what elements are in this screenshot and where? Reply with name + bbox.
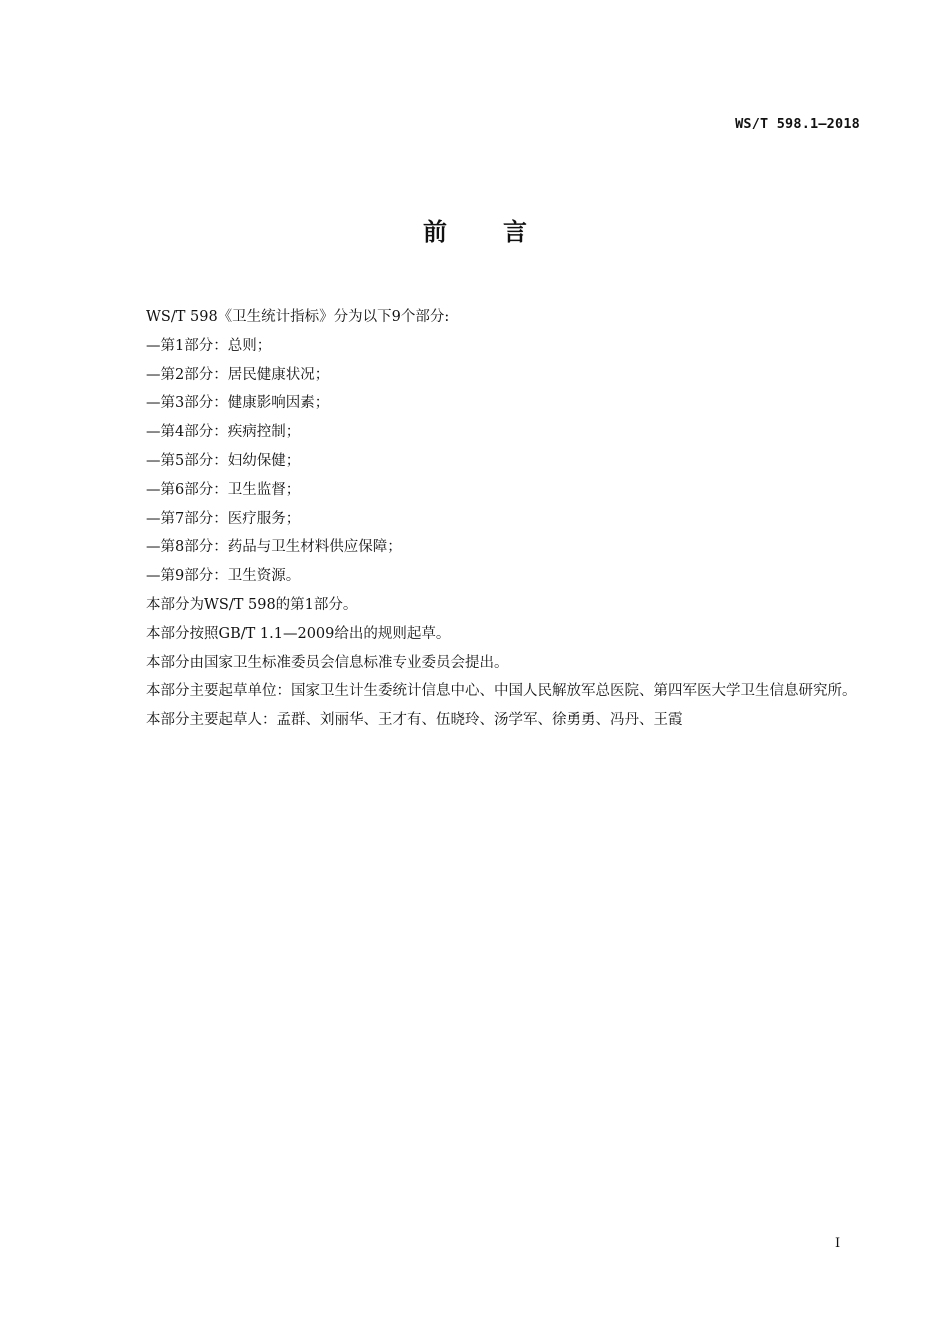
page-number: I xyxy=(835,1236,841,1251)
part-list-item: —第4部分：疾病控制； xyxy=(146,424,301,441)
drafters-paragraph: 本部分主要起草人：孟群、刘丽华、王才有、伍晓玲、汤学军、徐勇勇、冯丹、王霞 xyxy=(146,712,683,729)
part-statement-paragraph: 本部分为WS/T 598的第1部分。 xyxy=(146,596,358,613)
part-list-item: —第7部分：医疗服务； xyxy=(146,510,301,527)
foreword-body xyxy=(113,303,861,735)
drafting-rules-paragraph: 本部分按照GB/T 1.1—2009给出的规则起草。 xyxy=(146,625,451,642)
part-list-item: —第2部分：居民健康状况； xyxy=(146,366,330,383)
page-title-char-2: 言 xyxy=(503,218,527,246)
part-list-item: —第8部分：药品与卫生材料供应保障； xyxy=(146,539,402,556)
part-list-item: —第3部分：健康影响因素； xyxy=(146,395,330,412)
drafting-units-paragraph: 本部分主要起草单位：国家卫生计生委统计信息中心、中国人民解放军总医院、第四军医大学卫生信息研究所。 xyxy=(146,683,857,700)
proposer-paragraph: 本部分由国家卫生标准委员会信息标准专业委员会提出。 xyxy=(146,654,509,671)
standard-code: WS/T 598.1—2018 xyxy=(735,116,860,132)
page-title-char-1: 前 xyxy=(423,218,447,246)
part-list-item: —第9部分：卫生资源。 xyxy=(146,568,301,585)
part-list-item: —第1部分：总则； xyxy=(146,337,272,354)
part-list-item: —第6部分：卫生监督； xyxy=(146,481,301,498)
intro-paragraph: WS/T 598《卫生统计指标》分为以下9个部分: xyxy=(146,309,450,325)
part-list-item: —第5部分：妇幼保健； xyxy=(146,452,301,469)
page-title xyxy=(0,212,950,247)
